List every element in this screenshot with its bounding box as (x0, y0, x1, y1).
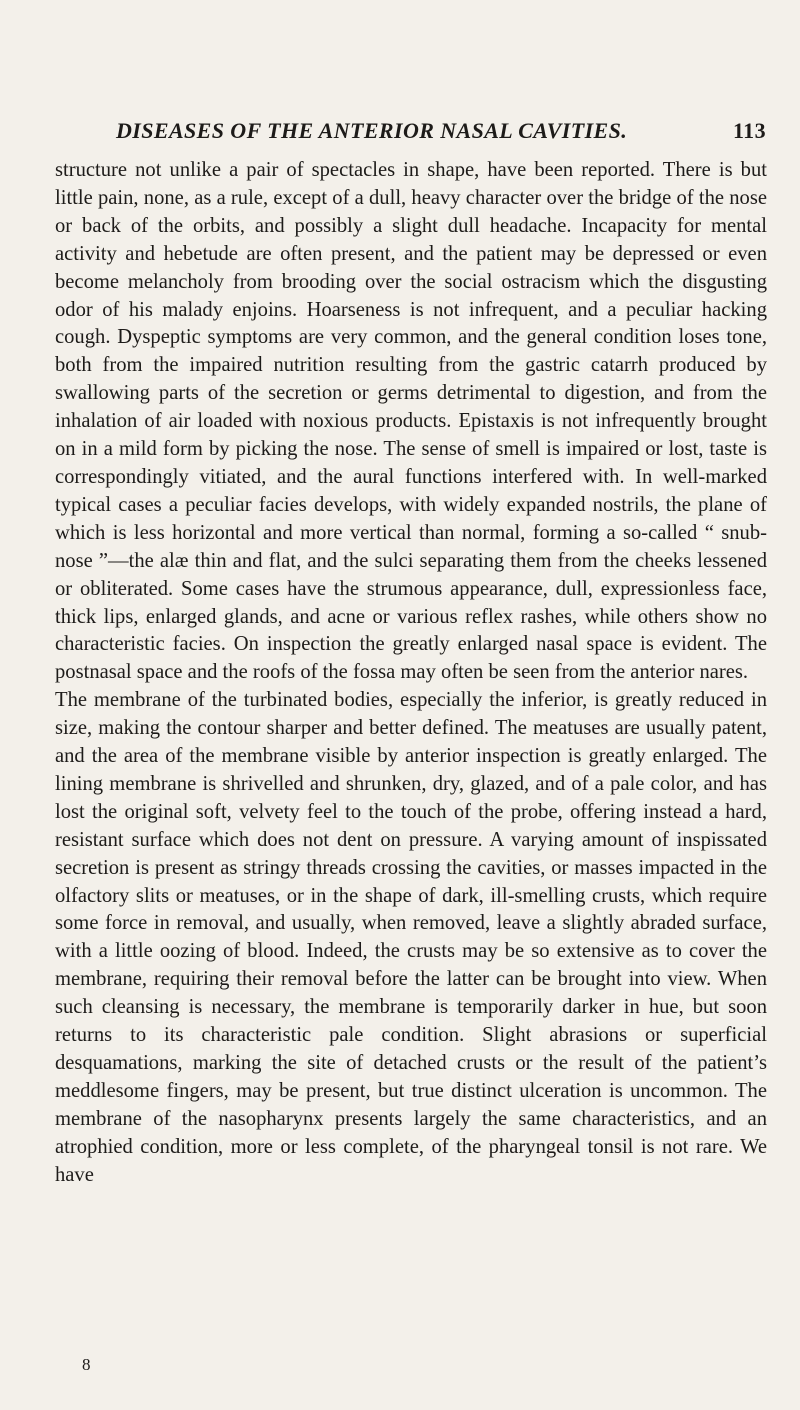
body-text (55, 157, 767, 1190)
paragraph-2: The membrane of the turbinated bodies, especially the inferior, is greatly reduced in size, making the contour sharper and better defined. The meatuses are usually patent, and the area of the membrane visible by anterior inspection is greatly enlarged. The lining membrane is shrivelled and shrunken, dry, glazed, and of a pale color, and has lost the original soft, velvety feel to the touch of the probe, offering instead a hard, resistant surface which does not dent on pressure. A varying amount of inspissated secretion is present as stringy threads crossing the cavities, or masses impacted in the olfactory slits or meatuses, or in the shape of dark, ill-smelling crusts, which require some force in removal, and usually, when removed, leave a slightly abraded surface, with a little oozing of blood. Indeed, the crusts may be so extensive as to cover the membrane, requiring their removal before the latter can be brought into view. When such cleansing is necessary, the membrane is temporarily darker in hue, but soon returns to its characteristic pale condition. Slight abrasions or superficial desquamations, marking the site of detached crusts or the result of the patient’s meddlesome fingers, may be present, but true distinct ulceration is uncommon. The membrane of the nasopharynx presents largely the same characteristics, and an atrophied condition, more or less complete, of the pharyngeal tonsil is not rare. We have (55, 689, 767, 1186)
signature-mark: 8 (82, 1355, 91, 1374)
paragraph-1: structure not unlike a pair of spectacles in shape, have been reported. There is but little pain, none, as a rule, except of a dull, heavy character over the bridge of the nose or back of the orbits, and possibly a slight dull headache. Incapacity for mental activity and hebetude are often present, and the patient may be depressed or even become melancholy from brooding over the social ostracism which the disgusting odor of his malady enjoins. Hoarseness is not infrequent, and a peculiar hacking cough. Dyspeptic symptoms are very common, and the general condition loses tone, both from the impaired nutrition resulting from the gastric catarrh produced by swallowing parts of the secretion or germs detrimental to digestion, and from the inhalation of air loaded with noxious products. Epistaxis is not infrequently brought on in a mild form by picking the nose. The sense of smell is impaired or lost, taste is correspondingly vitiated, and the aural functions interfered with. In well-marked typical cases a peculiar facies develops, with widely expanded nostrils, the plane of which is less horizontal and more vertical than normal, forming a so-called “ snub-nose ”—the alæ thin and flat, and the sulci separating them from the cheeks lessened or obliterated. Some cases have the strumous appearance, dull, expressionless face, thick lips, enlarged glands, and acne or various reflex rashes, while others show no characteristic facies. On inspection the greatly enlarged nasal space is evident. The postnasal space and the roofs of the fossa may often be seen from the anterior nares. (55, 159, 767, 684)
running-title: DISEASES OF THE ANTERIOR NASAL CAVITIES. (116, 118, 628, 143)
page-number: 113 (733, 118, 766, 143)
running-head (116, 118, 766, 150)
